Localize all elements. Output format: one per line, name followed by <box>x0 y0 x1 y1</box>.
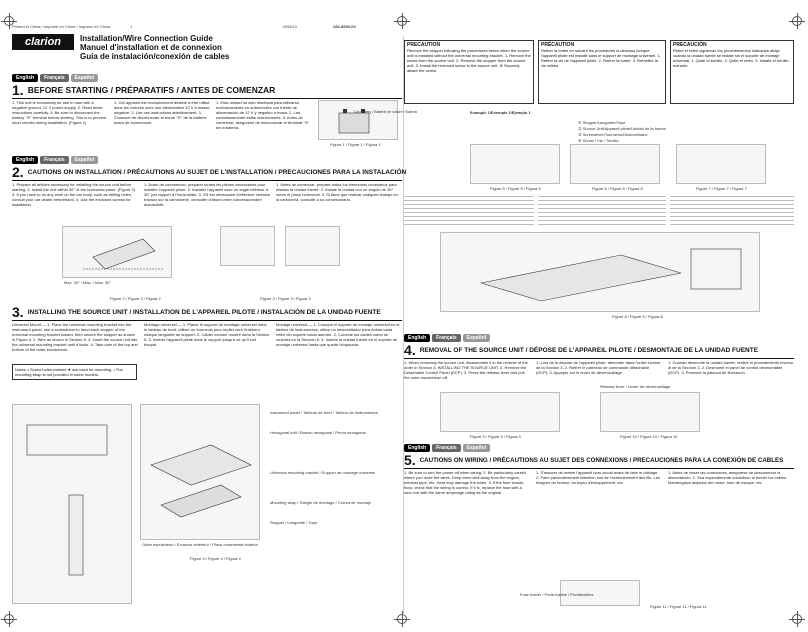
figure-9-caption: Figure 9 / Figure 9 / Figura 9 <box>470 434 521 439</box>
unit-angle-icon <box>63 227 173 279</box>
figure-1-caption: Figure 1 / Figure 1 / Figura 1 <box>330 142 381 147</box>
registration-mark <box>792 16 802 26</box>
release-lever-label: Release lever / Levier de déverrouillage <box>600 384 671 389</box>
mount-text-fr <box>538 196 666 228</box>
tab-english: English <box>404 334 430 342</box>
tab-spanish: Español <box>463 444 490 452</box>
battery-figure <box>318 100 398 140</box>
battery-icon <box>319 101 399 141</box>
title-es: Guía de instalación/conexión de cables <box>80 52 230 61</box>
text-en: 1. Be sure to turn the power off when wiring. 2. Be particularly careful where you route the wires. Keep them well away from the engine, exhaust pipe, etc. Heat may damage the wires. 3. If the fuse should blow, check that the wiring is correct. If it is, replace the fuse with a new one with the same amperage rating as the original. <box>404 470 527 495</box>
section-3-text <box>12 322 402 352</box>
section-5-text <box>404 470 794 495</box>
registration-mark <box>792 614 802 624</box>
bracket-icon <box>141 405 261 541</box>
section-2-text <box>12 182 402 207</box>
tab-english: English <box>12 156 38 164</box>
removal-figure-10 <box>600 392 700 432</box>
battery-label: Car battery / Batterie de voiture / Batería <box>354 110 417 114</box>
tab-spanish: Español <box>463 334 490 342</box>
text-es: 1. Esta unidad ha sido diseñada para utilizarse exclusivamente en automóviles con fuente de alimentación de 12 V y negativo a masa. 2. Lea cuidadosamente estas instrucciones. 3. Antes de comenzar, asegúrese de desconectar el terminal "⊝" de la batería. <box>216 100 310 130</box>
tab-spanish: Español <box>71 74 98 82</box>
tab-french: Français <box>40 156 69 164</box>
section-title: CAUTIONS ON INSTALLATION / PRÉCAUTIONS AU SUJET DE L'INSTALLATION / PRECAUCIONES PARA LA INSTALACIÓN <box>27 168 407 176</box>
registration-mark <box>397 16 407 26</box>
mount-figure <box>140 404 260 540</box>
print-meta <box>12 24 356 29</box>
bracket-label: Universal mounting bracket / Support de montage universel <box>270 470 376 475</box>
example-item-1: ① Stopper/Languette/Tope <box>578 120 626 125</box>
tab-english: English <box>404 444 430 452</box>
notes-box <box>12 364 137 380</box>
column-divider <box>403 36 404 616</box>
text-en: 1. Prepare all articles necessary for installing the source unit before starting. 2. Install the unit within 30° of the horizontal plane. (Figure 2) 3. If you have to do any work on the car body, such as drilling holes, consult your car dealer beforehand. 4. Use the enclosed screws for installation. <box>12 182 135 207</box>
section-title: INSTALLING THE SOURCE UNIT / INSTALLATION DE L'APPAREIL PILOTE / INSTALACIÓN DE LA UNIDAD FUENTE <box>27 308 381 316</box>
tab-english: English <box>12 74 38 82</box>
mounting-strap-figure <box>440 232 760 312</box>
text-en: 1. This unit is exclusively for use in cars with a negative ground, 12 V power supply. 2. Read these instructions carefully. 3. Be sure to disconnect the battery "⊝" terminal before starting. This is to prevent short circuits during installation. (Figure 1) <box>12 100 107 125</box>
text-fr: 1. Lors de la dépose de l'appareil pilote, démonter dans l'ordre inverse de la Section 3. 2. Retirer le panneau de commande détachable (DCP). 3. Appuyer sur le levier de déverrouillage. <box>536 360 661 375</box>
tab-spanish: Español <box>71 156 98 164</box>
precaution-text: Remove the stopper following the procedures below when the source unit is installed without the universal mounting bracket. 1. Remove the screw from the source unit. 2. Remove the stopper from the source unit. 3. Install the removed screw to the source unit. ※ Securely attach the screw. <box>407 48 531 73</box>
text-fr: 1. Cet appareil est exclusivement destiné à être utilisé dans les voitures avec une alimentation 12 V à masse négative. 2. Lire ces instructions attentivement. 3. S'assurer de déconnecter la borne "⊝" de la batterie avant de commencer. <box>114 100 210 125</box>
language-tabs <box>12 74 98 82</box>
tab-french: Français <box>432 334 461 342</box>
section-4-header <box>404 342 794 359</box>
instrument-label: Instrument panel / Tableau de bord / Tablero de instrumentos <box>270 410 378 415</box>
precaution-en <box>404 40 534 104</box>
max-angle-label: Max. 30° / Máx. / Max. 30° <box>64 280 111 285</box>
fuse-label: Fuse holder / Porte-fusible / Portafusibles <box>520 592 594 597</box>
escutcheon-label: Outer escutcheon / Ecusson extérieur / Placa ornamental exterior <box>142 542 258 547</box>
section-number: 3. <box>12 304 24 320</box>
title-fr: Manuel d'installation et de connexion <box>80 43 222 52</box>
notes-text: Notes: • Screw holes marked ★ are used for mounting. • The mounting strap is not provided in some models. <box>15 367 123 377</box>
text-en: 1. When removing the source unit, disassemble it in the reverse of the order in Section 3, INSTALLING THE SOURCE UNIT. 2. Remove the Detachable Control Panel (DCP). 3. Press the release lever and pull the outer escutcheon off. <box>404 360 528 380</box>
angle-figure <box>62 226 172 278</box>
angle-detail-1 <box>220 226 275 266</box>
tab-french: Français <box>40 74 69 82</box>
text-fr: 1. S'assurer de mettre l'appareil hors circuit avant de faire le câblage. 2. Faire particulièrement attention lors de l'acheminement des fils. Les éloigner du moteur, du tuyau d'échappement, etc. <box>536 470 660 485</box>
guide-titles <box>80 34 229 61</box>
console-figure <box>12 404 132 604</box>
tab-french: Français <box>432 444 461 452</box>
figure-8-caption: Figure 8 / Figure 8 / Figura 8 <box>612 314 663 319</box>
page-count: 1 <box>130 24 133 29</box>
figure-4-caption: Figure 4 / Figure 4 / Figura 4 <box>190 556 241 561</box>
section-title: REMOVAL OF THE SOURCE UNIT / DÉPOSE DE L'APPAREIL PILOTE / DESMONTAJE DE LA UNIDAD FUENTE <box>419 346 759 354</box>
precaution-title: PRÉCAUTION <box>541 42 575 48</box>
mount-text-en <box>404 196 534 228</box>
clarion-logo: clarion <box>12 34 74 50</box>
example-figure-7 <box>676 144 766 184</box>
section-title: CAUTIONS ON WIRING / PRÉCAUTIONS AU SUJET DES CONNEXIONS / PRECAUCIONES PARA LA CONEXIÓN DE CABLES <box>419 456 784 464</box>
example-label: Example 1/Exemple 1/Ejemplo 1 <box>470 110 531 115</box>
removal-figure-9 <box>440 392 560 432</box>
precaution-es <box>670 40 794 104</box>
angle-detail-2 <box>285 226 340 266</box>
figure-2-caption: Figure 2 / Figure 2 / Figura 2 <box>110 296 161 301</box>
text-es: 1. Cuando desmonte la unidad fuente, realice el procedimiento inverso al de la Sección 3. 2. Desmonte el panel de control desmontable (DCP). 3. Presione la palanca de liberación. <box>668 360 794 375</box>
text-es: 1. Antes de comenzar, prepare todos los elementos necesarios para instalar la unidad fuente. 2. Instale la unidad con un ángulo de 30° sobre el plano horizontal. 3. Si tiene que realizar cualquier trabajo en la carrocería, consulte a su concesionario. <box>276 182 398 202</box>
precaution-title: PRECAUCIÓN <box>673 42 707 48</box>
mount-text-es <box>670 196 794 228</box>
title-en: Installation/Wire Connection Guide <box>80 34 213 43</box>
text-en: Universal Mount — 1. Place the universal mounting bracket into the instrument panel, use a screwdriver to bend each stopper of the universal mounting bracket inward, then secure the stopper as shown in Figure 4. 2. Wire as shown in Section 5. 3. Insert the source unit into the universal mounting bracket until it locks. 4. Take care of the top and bottom of the outer escutcheon. <box>12 322 138 352</box>
example-item-4: ④ Screw / Vis / Tornillo <box>578 138 619 143</box>
example-figure-6 <box>570 144 660 184</box>
printed-in: Printed in China / Imprimé en Chine / Impreso en China <box>12 24 111 29</box>
section-title: BEFORE STARTING / PRÉPARATIFS / ANTES DE COMENZAR <box>27 85 276 95</box>
section-1-header <box>12 82 402 99</box>
precaution-fr <box>538 40 666 104</box>
section-3-header <box>12 304 402 321</box>
text-fr: 1. Avant de commencer, préparer toutes les pièces nécessaires pour installer l'appareil pilote. 2. Installer l'appareil avec un angle inférieur à 30° par rapport à l'horizontale. 3. S'il est nécessaire d'effectuer certains travaux sur la carrosserie, consulter d'abord votre concessionnaire automobile. <box>144 182 270 207</box>
figure-11-caption: Figure 11 / Figure 11 / Figura 11 <box>650 604 707 609</box>
language-tabs <box>404 334 490 342</box>
text-es: 1. Antes de hacer las conexiones, asegúrese de desconectar la alimentación. 2. Sea especialmente cuidadoso al tender los cables. Manténgalos alejados del motor, tubo de escape, etc. <box>668 470 788 485</box>
language-tabs <box>12 156 98 164</box>
strap-label: Mounting strap / Sangle de montage / Correa de montaje <box>270 500 371 505</box>
example-item-3: ③ Screwdriver/Tournevis/Destornillador <box>578 132 648 137</box>
print-date: 2006/10 <box>282 24 297 29</box>
figure-7-caption: Figure 7 / Figure 7 / Figura 7 <box>696 186 747 191</box>
figure-10-caption: Figure 10 / Figure 10 / Figura 10 <box>620 434 678 439</box>
section-number: 2. <box>12 164 24 180</box>
example-item-2: ② Source Unit/Appareil pilote/Unidad de la fuente <box>578 126 666 131</box>
figure-5-caption: Figure 5 / Figure 5 / Figura 5 <box>490 186 541 191</box>
part-code: 284-8939-00 <box>332 24 356 29</box>
text-es: Montaje universal — 1. Coloque el soporte de montaje universal en el tablero de instrumentos, utilice un destornillador para doblar cada retén del soporte hacia adentro. 2. Conecte los cables como se muestra en la Sección 5. 3. Inserte la unidad fuente en el soporte de montaje universal hasta que quede bloqueada. <box>276 322 400 347</box>
section-5-header <box>404 452 794 469</box>
section-2-header <box>12 164 407 181</box>
precaution-title: PRECAUTION <box>407 42 441 48</box>
precaution-text: Retire el retén siguiendo los procedimientos indicados abajo cuando la unidad fuente se instale sin el soporte de montaje universal. 1. Quite el tornillo. 2. Quite el retén. 3. Instale el tornillo extraído. <box>673 48 789 68</box>
example-figure-5 <box>470 144 560 184</box>
mounting-diagram-icon <box>441 233 761 313</box>
precaution-text: Retirer la butée en suivant les procédures ci-dessous lorsque l'appareil pilote est installé sans le support de montage universel. 1. Retirer la vis de l'appareil pilote. 2. Retirer la butée. 3. Remettre la vis retirée. <box>541 48 661 68</box>
section-number: 4. <box>404 342 416 358</box>
section-1-text <box>12 100 312 130</box>
figure-6-caption: Figure 6 / Figure 6 / Figura 6 <box>592 186 643 191</box>
language-tabs <box>404 444 490 452</box>
console-dimensions-icon <box>13 405 133 605</box>
stopper-label: Stopper / Languette / Tope <box>270 520 318 525</box>
registration-mark <box>397 614 407 624</box>
text-fr: Montage universel — 1. Placer le support de montage universel dans le tableau de bord, utiliser un tournevis pour replier vers l'intérieur chaque languette du support. 2. Câbler comme montré dans la Section 5. 3. Insérer l'appareil pilote dans le support jusqu'à ce qu'il soit bloqué. <box>144 322 270 347</box>
section-number: 5. <box>404 452 416 468</box>
figure-3-caption: Figure 3 / Figure 3 / Figura 3 <box>260 296 311 301</box>
section-4-text <box>404 360 794 380</box>
section-number: 1. <box>12 82 24 98</box>
registration-mark <box>4 614 14 624</box>
hexagonal-label: Hexagonal bolt / Boulon hexagonal / Perno hexagonal <box>270 430 366 435</box>
